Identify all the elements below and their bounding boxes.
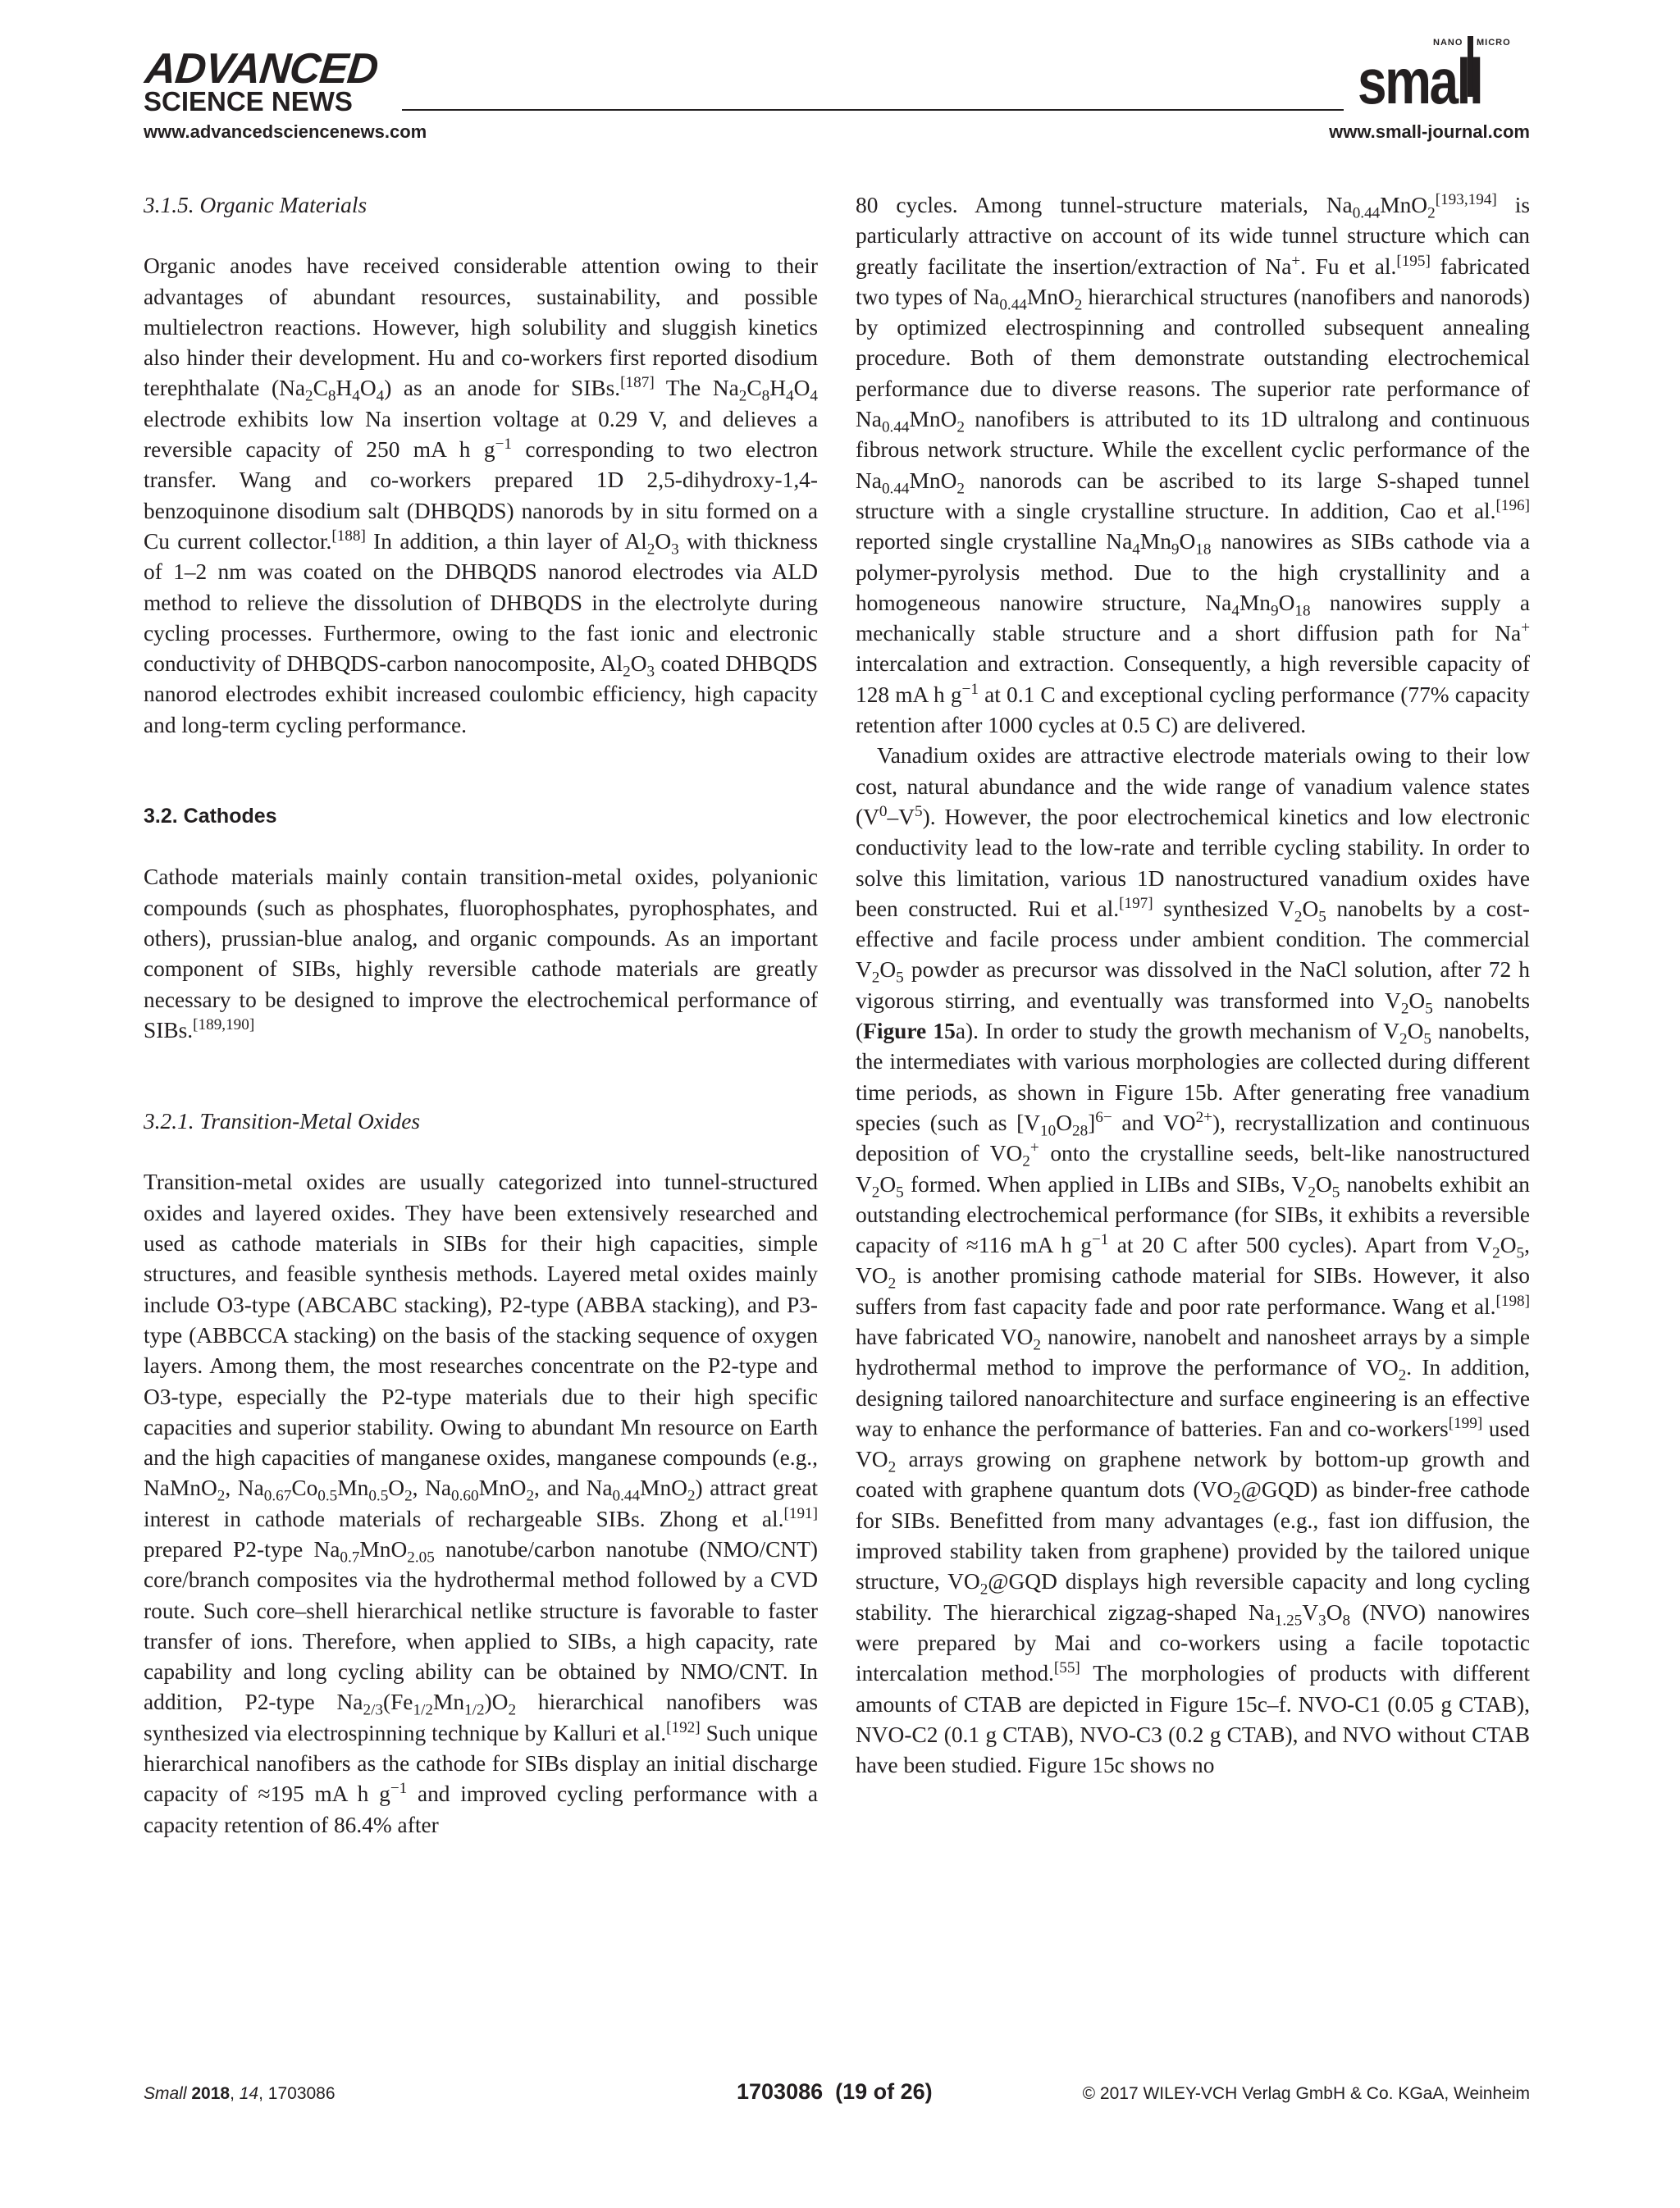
paragraph-cathodes: Cathode materials mainly contain transition-metal oxides, polyanionic compounds (such as phosphates, fluorophosphates, pyrophosphates, and others), prussian-blue analog, and organic compounds. As an important component of SIBs, highly reversible cathode materials are greatly necessary to be designed to improve the electrochemical performance of SIBs.[189,190] bbox=[144, 864, 818, 1042]
journal-logo-text: small bbox=[1358, 45, 1482, 117]
footer-year: 2018 bbox=[191, 2084, 231, 2103]
publisher-logo-line2: SCIENCE NEWS bbox=[144, 86, 353, 116]
right-column bbox=[856, 190, 1530, 1781]
journal-url[interactable]: www.small-journal.com bbox=[1329, 121, 1530, 142]
journal-logo-micro: MICRO bbox=[1477, 38, 1511, 48]
publisher-logo bbox=[143, 45, 406, 116]
footer-copyright: © 2017 WILEY-VCH Verlag GmbH & Co. KGaA, Weinheim bbox=[1082, 2084, 1530, 2103]
journal-logo-nano: NANO bbox=[1433, 38, 1463, 48]
footer-page-number: 1703086 (19 of 26) bbox=[737, 2079, 933, 2104]
paragraph-tunnel-structure: 80 cycles. Among tunnel-structure materials, $Na_{0.44}MnO_2[193,194]$ is particularly attractive on account of its wide tunnel structure which can greatly facilitate the insertion/extraction of Na+. Fu et al.[195] fabricated two types of $Na_{0.44}MnO_2$ hierarchical structures (nanofibers and nanorods) by optimized electrospinning and controlled subsequent annealing procedure. Both of them demonstrate outstanding electrochemical performance due to diverse reasons. The superior rate performance of $Na_{0.44}MnO_2$ nanofibers is attributed to its 1D ultralong and continuous fibrous network structure. While the excellent cyclic performance of the $Na_{0.44}MnO_2$ nanorods can be ascribed to its large S-shaped tunnel structure with a single crystalline structure. In addition, Cao et al.[196] reported single crystalline $Na_4Mn_9O_{18}$ nanowires as SIBs cathode via a polymer-pyrolysis method. Due to the high crystallinity and a homogeneous nanowire structure, $Na_4Mn_9O_{18}$ nanowires supply a mechanically stable structure and a short diffusion path for Na+ intercalation and extraction. Consequently, a high reversible capacity of 128 mA h $g^{-1}$ at 0.1 C and exceptional cycling performance (77% capacity retention after 1000 cycles at 0.5 C) are delivered. bbox=[856, 190, 1531, 738]
paragraph-transition-metal-oxides: Transition-metal oxides are usually categorized into tunnel-structured oxides and layered oxides. They have been extensively researched and used as cathode materials in SIBs for their high capacities, simple structures, and feasible synthesis methods. Layered metal oxides mainly include O3-type (ABCABC stacking), P2-type (ABBA stacking), and P3-type (ABBCCA stacking) on the basis of the stacking sequence of oxygen layers. Among them, the most researches concentrate on the P2-type and O3-type, especially the P2-type materials due to their high specific capacities and superior stability. Owing to abundant Mn resource on Earth and the high capacities of manganese oxides, manganese compounds (e.g., NaMnO$_2$, $Na_{0.67}Co_{0.5}Mn_{0.5}O_2$, $Na_{0.60}MnO_2$, and $Na_{0.44}MnO_2$) attract great interest in cathode materials of rechargeable SIBs. Zhong et al.[191] prepared P2-type $Na_{0.7}MnO_{2.05}$ nanotube/carbon nanotube (NMO/CNT) core/branch composites via the hydrothermal method followed by a CVD route. Such core–shell hierarchical netlike structure is favorable to faster transfer of ions. Therefore, when applied to SIBs, a high capacity, rate capability and long cycling ability can be obtained by NMO/CNT. In addition, P2-type $Na_{2/3}(Fe_{1/2}Mn_{1/2})O_2$ hierarchical nanofibers was synthesized via electrospinning technique by Kalluri et al.[192] Such unique hierarchical nanofibers as the cathode for SIBs display an initial discharge capacity of ≈195 mA h $g^{-1}$ and improved cycling performance with a capacity retention of 86.4% after bbox=[144, 1170, 819, 1837]
header-rule bbox=[402, 109, 1344, 111]
left-column bbox=[144, 190, 818, 1841]
paragraph-organic-anodes: Organic anodes have received considerable attention owing to their advantages of abundant resources, sustainability, and possible multielectron reactions. However, high solubility and sluggish kinetics also hinder their development. Hu and co-workers first reported disodium terephthalate $(Na_2C_8H_4O_4)$ as an anode for SIBs.[187] The $Na_2C_8H_4O_4$ electrode exhibits low Na insertion voltage at 0.29 V, and delieves a reversible capacity of 250 mA h $g^{-1}$ corresponding to two electron transfer. Wang and co-workers prepared 1D 2,5-dihydroxy-1,4-benzoquinone disodium salt (DHBQDS) nanorods by in situ formed on a Cu current collector.[188] In addition, a thin layer of $Al_2O_3$ with thickness of 1–2 nm was coated on the DHBQDS nanorod electrodes via ALD method to relieve the dissolution of DHBQDS in the electrolyte during cycling processes. Furthermore, owing to the fast ionic and electronic conductivity of DHBQDS-carbon nanocomposite, $Al_2O_3$ coated DHBQDS nanorod electrodes exhibit increased coulombic efficiency, high capacity and long-term cycling performance. bbox=[144, 253, 819, 737]
footer-volume: 14 bbox=[239, 2084, 259, 2103]
heading-transition-metal-oxides: 3.2.1. Transition-Metal Oxides bbox=[144, 1109, 421, 1134]
footer-citation: Small 2018, 14, 1703086 bbox=[144, 2084, 336, 2103]
publisher-logo-line1: ADVANCED bbox=[143, 45, 381, 93]
page-footer bbox=[144, 2079, 1530, 2112]
footer-journal: Small bbox=[144, 2084, 187, 2103]
footer-article: 1703086 bbox=[267, 2084, 336, 2103]
paragraph-vanadium-oxides: Vanadium oxides are attractive electrode materials owing to their low cost, natural abundance and the wide range of vanadium valence states $(V^0-V^5)$. However, the poor electrochemical kinetics and low electronic conductivity lead to the low-rate and terrible cycling stability. In order to solve this limitation, various 1D nanostructured vanadium oxides have been constructed. Rui et al.[197] synthesized $V_2O_5$ nanobelts by a cost-effective and facile process under ambient condition. The commercial $V_2O_5$ powder as precursor was dissolved in the NaCl solution, after 72 h vigorous stirring, and eventually was transformed into $V_2O_5$ nanobelts (Figure 15a). In order to study the growth mechanism of $V_2O_5$ nanobelts, the intermediates with various morphologies are collected during different time periods, as shown in Figure 15b. After generating free vanadium species (such as $[V_{10}O_{28}]^{6-}$ and $VO^{2+}$), recrystallization and continuous deposition of $VO_2^+$ onto the crystalline seeds, belt-like nanostructured $V_2O_5$ formed. When applied in LIBs and SIBs, $V_2O_5$ nanobelts exhibit an outstanding electrochemical performance (for SIBs, it exhibits a reversible capacity of ≈116 mA h $g^{-1}$ at 20 C after 500 cycles). Apart from $V_2O_5$, $VO_2$ is another promising cathode material for SIBs. However, it also suffers from fast capacity fade and poor rate performance. Wang et al.[198] have fabricated $VO_2$ nanowire, nanobelt and nanosheet arrays by a simple hydrothermal method to improve the performance of $VO_2$. In addition, designing tailored nanoarchitecture and surface engineering is an effective way to enhance the performance of batteries. Fan and co-workers[199] used $VO_2$ arrays growing on graphene network by bottom-up growth and coated with graphene quantum dots $(VO_2@GQD)$ as binder-free cathode for SIBs. Benefitted from many advantages (e.g., fast ion diffusion, the improved stability taken from graphene) provided by the tailored unique structure, $VO_2@GQD$ displays high reversible capacity and long cycling stability. The hierarchical zigzag-shaped $Na_{1.25}V_3O_8$ (NVO) nanowires were prepared by Mai and co-workers using a facile topotactic intercalation method.[55] The morphologies of products with different amounts of CTAB are depicted in Figure 15c–f. NVO-C1 (0.05 g CTAB), NVO-C2 (0.1 g CTAB), NVO-C3 (0.2 g CTAB), and NVO without CTAB have been studied. Figure 15c shows no bbox=[856, 743, 1531, 1778]
publisher-url[interactable]: www.advancedsciencenews.com bbox=[144, 121, 427, 142]
heading-organic-materials: 3.1.5. Organic Materials bbox=[144, 193, 368, 217]
journal-logo bbox=[1358, 33, 1530, 115]
heading-cathodes: 3.2. Cathodes bbox=[144, 805, 277, 828]
